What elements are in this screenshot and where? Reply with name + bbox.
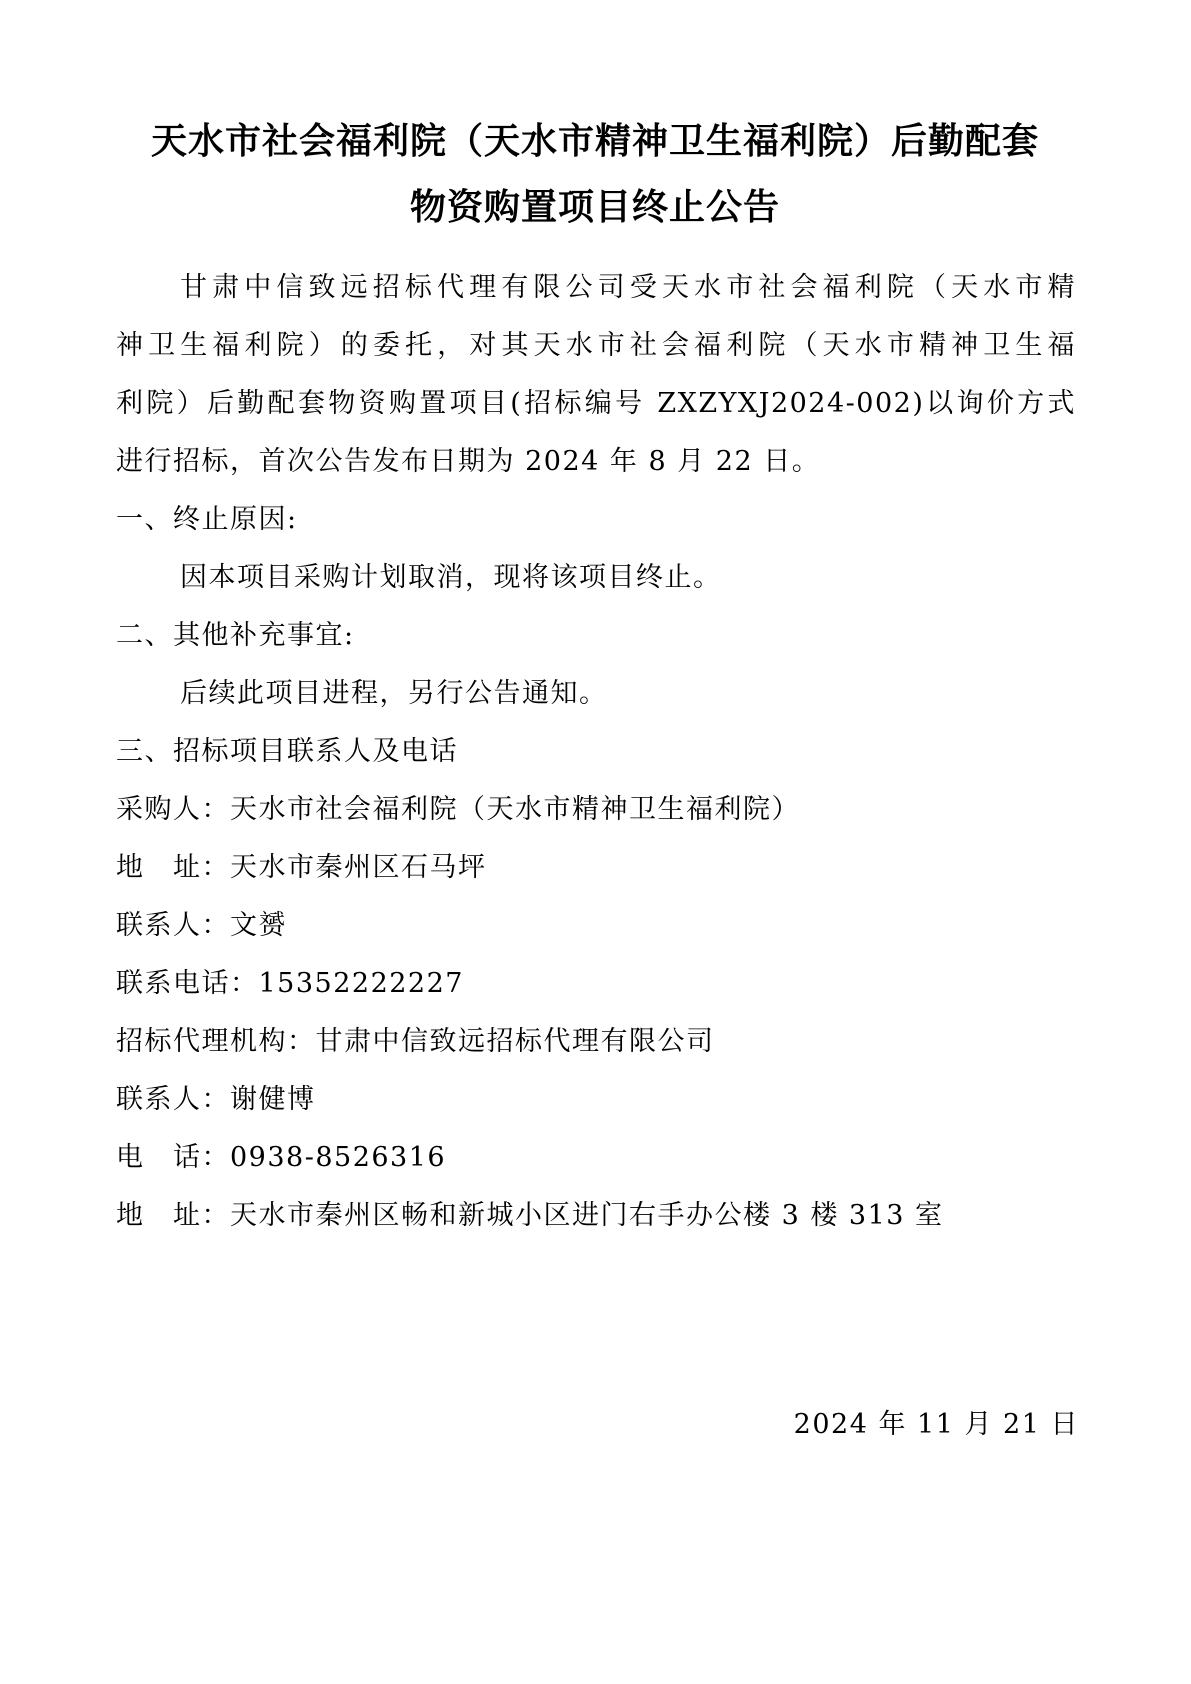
intro-line-3: 利院）后勤配套物资购置项目(招标编号 ZXZYXJ2024-002)以询价方式 [116,388,1076,419]
section-2-heading: 二、其他补充事宜: [116,620,355,651]
section-2-body: 后续此项目进程，另行公告通知。 [180,678,608,709]
agency-address-line: 地 址：天水市秦州区畅和新城小区进门右手办公楼 3 楼 313 室 [116,1200,944,1231]
intro-line-2: 神卫生福利院）的委托，对其天水市社会福利院（天水市精神卫生福 [116,330,1076,361]
intro-line-1: 甘肃中信致远招标代理有限公司受天水市社会福利院（天水市精 [180,272,1076,303]
section-1-heading: 一、终止原因: [116,504,298,535]
purchaser-line: 采购人：天水市社会福利院（天水市精神卫生福利院） [116,794,800,825]
purchaser-address-line: 地 址：天水市秦州区石马坪 [116,852,487,883]
title-line-1: 天水市社会福利院（天水市精神卫生福利院）后勤配套 [150,121,1039,162]
announcement-date: 2024 年 11 月 21 日 [793,1409,1079,1440]
section-1-body: 因本项目采购计划取消，现将该项目终止。 [180,562,722,593]
title-line-2: 物资购置项目终止公告 [409,187,780,228]
purchaser-contact-line: 联系人：文赟 [116,910,287,941]
agency-line: 招标代理机构：甘肃中信致远招标代理有限公司 [116,1026,715,1057]
section-3-heading: 三、招标项目联系人及电话 [116,736,458,767]
purchaser-phone-line: 联系电话：15352222227 [116,968,464,999]
intro-line-4: 进行招标，首次公告发布日期为 2024 年 8 月 22 日。 [116,446,821,477]
agency-phone-line: 电 话：0938-8526316 [116,1142,447,1173]
agency-contact-line: 联系人：谢健博 [116,1084,316,1115]
